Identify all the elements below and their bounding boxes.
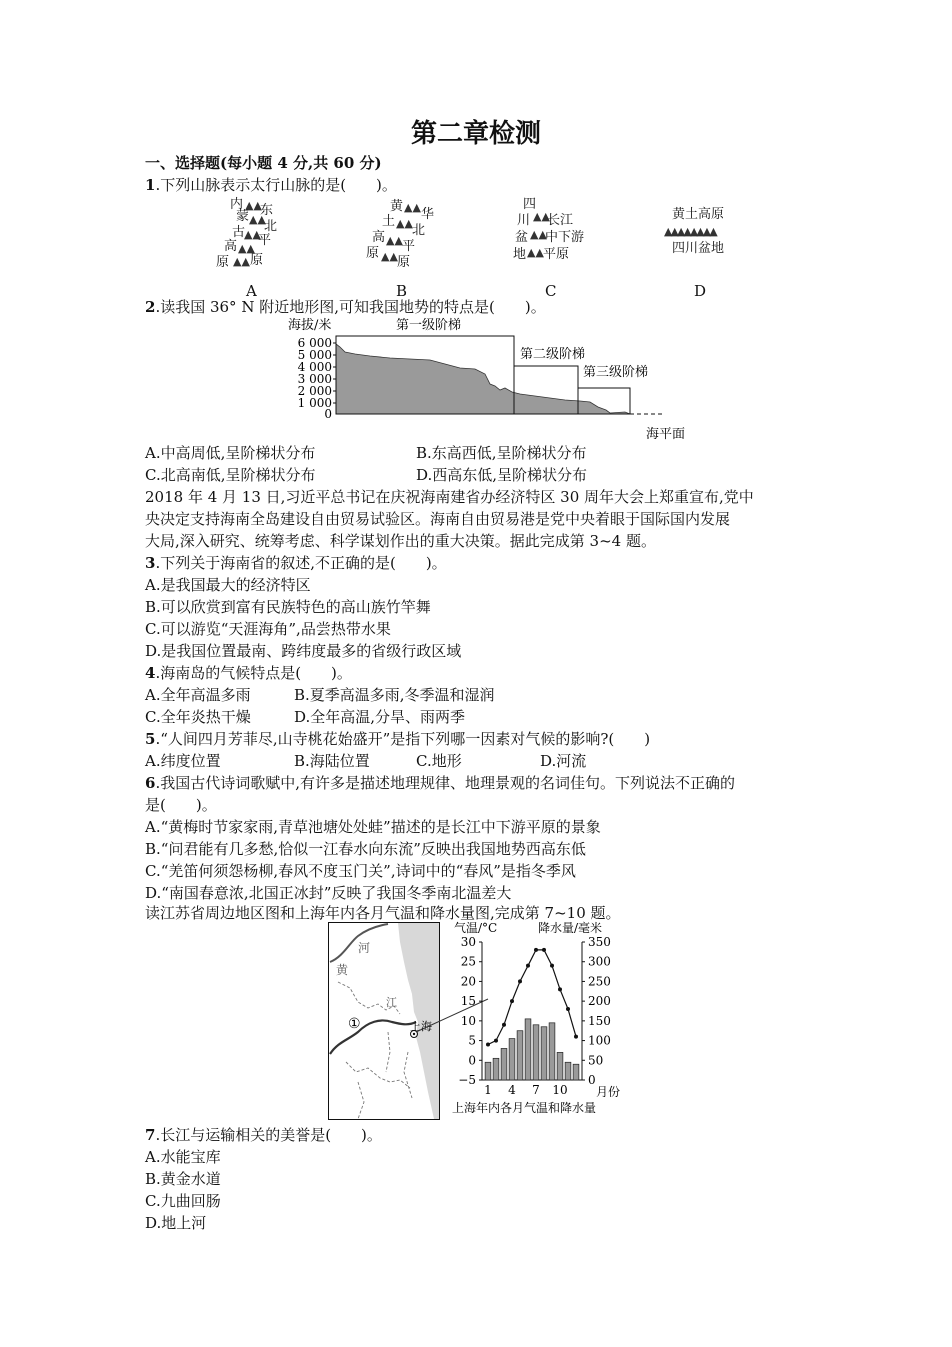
option: D.地上河 [145,1214,207,1232]
option: B.黄金水道 [145,1170,221,1188]
precipitation-bar [517,1031,523,1080]
tick-label: 2 000 [297,384,332,398]
step-3-label: 第三级阶梯 [583,365,649,380]
question-number: 2 [145,298,156,316]
precipitation-bar [549,1023,555,1080]
precip-tick-label: 350 [588,935,611,949]
mountain-icon: ▲▲ [233,255,250,268]
page-title: 第二章检测 [410,119,541,149]
y-axis-label: 海拔/米 [288,318,332,333]
option-a-diagram [216,196,296,271]
question-text: .下列关于海南省的叙述,不正确的是( )。 [155,554,447,572]
passage-line: 大局,深入研究、统筹考虑、科学谋划作出的重大决策。据此完成第 3~4 题。 [145,532,656,550]
label: 原 [397,255,411,270]
temperature-line [488,950,576,1045]
option: B.海陆位置 [294,752,370,770]
question-text: .“人间四月芳菲尽,山寺桃花始盛开”是指下列哪一因素对气候的影响?( ) [155,730,651,748]
mountain-range-icon: ▲▲▲▲▲▲▲▲ [664,225,716,238]
option: B.可以欣赏到富有民族特色的高山族竹竿舞 [145,598,431,616]
label: 四川盆地 [672,241,725,256]
precipitation-bar [533,1025,539,1080]
question-number: 7 [145,1126,156,1144]
question-number: 3 [145,554,156,572]
option: D.是我国位置最南、跨纬度最多的省级行政区域 [145,642,462,660]
month-tick-label: 1 [484,1083,492,1097]
question-6 [145,772,735,794]
temperature-point [518,979,522,983]
question-text: .我国古代诗词歌赋中,有许多是描述地理规律、地理景观的名词佳句。下列说法不正确的 [155,774,735,792]
question-text: .海南岛的气候特点是( )。 [155,664,352,682]
option: A.“黄梅时节家家雨,青草池塘处处蛙”描述的是长江中下游平原的景象 [145,818,601,836]
mountain-icon: ▲▲ [245,199,262,212]
passage-line: 读江苏省周边地区图和上海年内各月气温和降水量图,完成第 7~10 题。 [145,904,621,922]
x-axis-label: 月份 [596,1085,621,1099]
precipitation-bar [557,1052,563,1080]
label: 黄土高原 [672,207,725,222]
mountain-icon: ▲▲ [533,210,550,223]
option: B.夏季高温多雨,冬季温和湿润 [294,686,495,704]
label: 高 [372,230,386,245]
option: D.河流 [540,752,587,770]
option-b-diagram [366,200,446,272]
label: 原 [366,246,380,261]
label: 北 [412,223,426,238]
label: 四 [523,197,537,212]
question-text: .下列山脉表示太行山脉的是( )。 [155,176,397,194]
mountain-icon: ▲▲ [249,213,266,226]
mountain-icon: ▲▲ [238,242,255,255]
temperature-point [494,1039,498,1043]
step-1-label: 第一级阶梯 [396,318,462,333]
question-number: 6 [145,774,156,792]
temperature-point [574,1035,578,1039]
precip-tick-label: 100 [588,1033,611,1048]
precipitation-bar [525,1019,531,1080]
precip-tick-label: 0 [588,1073,596,1087]
tick-label: 1 000 [297,396,332,410]
option: D.“南国春意浓,北国正冰封”反映了我国冬季南北温差大 [145,884,512,902]
chart-title: 上海年内各月气温和降水量 [452,1101,597,1115]
temperature-point [566,1007,570,1011]
option: D.西高东低,呈阶梯状分布 [416,466,588,484]
option-d-diagram [664,206,744,266]
label: 平 [402,239,416,254]
precipitation-bar [485,1062,491,1080]
question-4 [145,662,352,684]
passage-line: 2018 年 4 月 13 日,习近平总书记在庆祝海南建省办经济特区 30 周年大会上郑重宣布,党中 [145,488,754,506]
option: A.全年高温多雨 [145,686,251,704]
option: C.九曲回肠 [145,1192,221,1210]
option: C.全年炎热干燥 [145,708,251,726]
label: 长江 [547,213,574,228]
mountain-icon: ▲▲ [244,228,261,241]
label: 原 [250,253,264,268]
temp-tick-label: 30 [460,935,476,949]
precipitation-bar [501,1048,507,1080]
label: 原 [216,255,230,270]
temp-tick-label: 15 [460,994,476,1009]
label: 古 [232,225,246,240]
question-1 [145,174,397,196]
precip-tick-label: 200 [588,994,611,1009]
temperature-point [510,999,514,1003]
temperature-point [550,964,554,968]
question-number: 5 [145,730,156,748]
option: A.水能宝库 [145,1148,221,1166]
map-label: 江 [386,996,397,1009]
temperature-point [558,987,562,991]
option-b-letter: B [396,282,408,300]
temperature-point [502,1023,506,1027]
option: A.纬度位置 [145,752,221,770]
precipitation-bar [573,1064,579,1080]
step-2-label: 第二级阶梯 [520,347,586,362]
precip-tick-label: 150 [588,1013,611,1028]
question-text-cont: 是( )。 [145,796,217,814]
temperature-point [534,948,538,952]
precip-axis-label: 降水量/毫米 [538,921,603,935]
label: 东 [260,203,274,218]
label: 川 [517,213,531,228]
map-label: 黄 [336,963,349,977]
question-3 [145,552,447,574]
option: C.地形 [416,752,462,770]
tick-label: 6 000 [297,336,332,350]
label: 土 [382,214,396,229]
passage-line: 央决定支持海南全岛建设自由贸易试验区。海南自由贸易港是党中央着眼于国际国内发展 [145,510,731,528]
option: C.“羌笛何须怨杨柳,春风不度玉门关”,诗词中的“春风”是指冬季风 [145,862,576,880]
temp-tick-label: 20 [460,974,476,989]
question-number: 1 [145,176,156,194]
sea-level-label: 海平面 [646,427,686,442]
label: 华 [421,207,435,222]
option-a-letter: A [246,282,257,300]
month-tick-label: 4 [508,1083,516,1097]
question-number: 4 [145,664,156,682]
tick-label: 4 000 [297,360,332,374]
temp-tick-label: 25 [460,954,476,969]
precip-tick-label: 250 [588,974,611,989]
tick-label: 0 [324,407,332,421]
mountain-icon: ▲▲ [527,246,544,259]
option: A.中高周低,呈阶梯状分布 [145,444,316,462]
mountain-icon: ▲▲ [386,234,403,247]
month-tick-label: 10 [552,1083,568,1097]
precipitation-bar [541,1027,547,1080]
label: 北 [264,219,278,234]
mountain-icon: ▲▲ [381,250,398,263]
precipitation-bar [493,1058,499,1080]
option: B.“问君能有几多愁,恰似一江春水向东流”反映出我国地势西高东低 [145,840,586,858]
option: D.全年高温,分旱、雨两季 [294,708,466,726]
temp-tick-label: 10 [460,1013,476,1028]
tick-label: 5 000 [297,348,332,362]
option: C.可以游览“天涯海角”,品尝热带水果 [145,620,391,638]
precipitation-bar [509,1039,515,1080]
option: B.东高西低,呈阶梯状分布 [416,444,587,462]
question-text: .读我国 36° N 附近地形图,可知我国地势的特点是( )。 [155,298,546,316]
label: 中下游 [545,230,585,245]
mountain-icon: ▲▲ [396,217,413,230]
label: 内 [230,197,244,212]
question-text: .长江与运输相关的美誉是( )。 [155,1126,382,1144]
option: A.是我国最大的经济特区 [145,576,311,594]
label: 平原 [543,247,570,262]
option: C.北高南低,呈阶梯状分布 [145,466,316,484]
precipitation-bar [565,1062,571,1080]
temp-axis-label: 气温/°C [454,921,498,935]
temperature-point [542,948,546,952]
option-c-diagram [513,198,613,270]
tick-label: 3 000 [297,372,332,386]
question-7 [145,1124,382,1146]
label: 高 [224,239,238,254]
month-tick-label: 7 [532,1083,540,1097]
shanghai-climate-chart [448,918,638,1120]
label: 黄 [390,199,404,214]
temp-tick-label: 0 [468,1053,476,1068]
temp-tick-label: 5 [468,1033,476,1048]
section-heading: 一、选择题(每小题 4 分,共 60 分) [145,154,382,172]
terrain-profile-chart [280,314,686,446]
temperature-point [526,964,530,968]
option-c-letter: C [545,282,557,300]
label: 平 [258,233,272,248]
label: 地 [513,247,527,262]
map-label: 河 [358,941,371,955]
temp-tick-label: −5 [458,1073,476,1087]
precip-tick-label: 50 [588,1053,604,1068]
mountain-icon: ▲▲ [530,228,547,241]
label: 盆 [515,230,529,245]
temperature-point [486,1043,490,1047]
region-marker: ① [348,1016,361,1032]
mountain-icon: ▲▲ [404,201,421,214]
question-5 [145,728,650,750]
city-label: 上海 [410,1020,432,1033]
precip-tick-label: 300 [588,954,611,969]
option-d-letter: D [694,282,707,300]
label: 蒙 [236,209,250,224]
